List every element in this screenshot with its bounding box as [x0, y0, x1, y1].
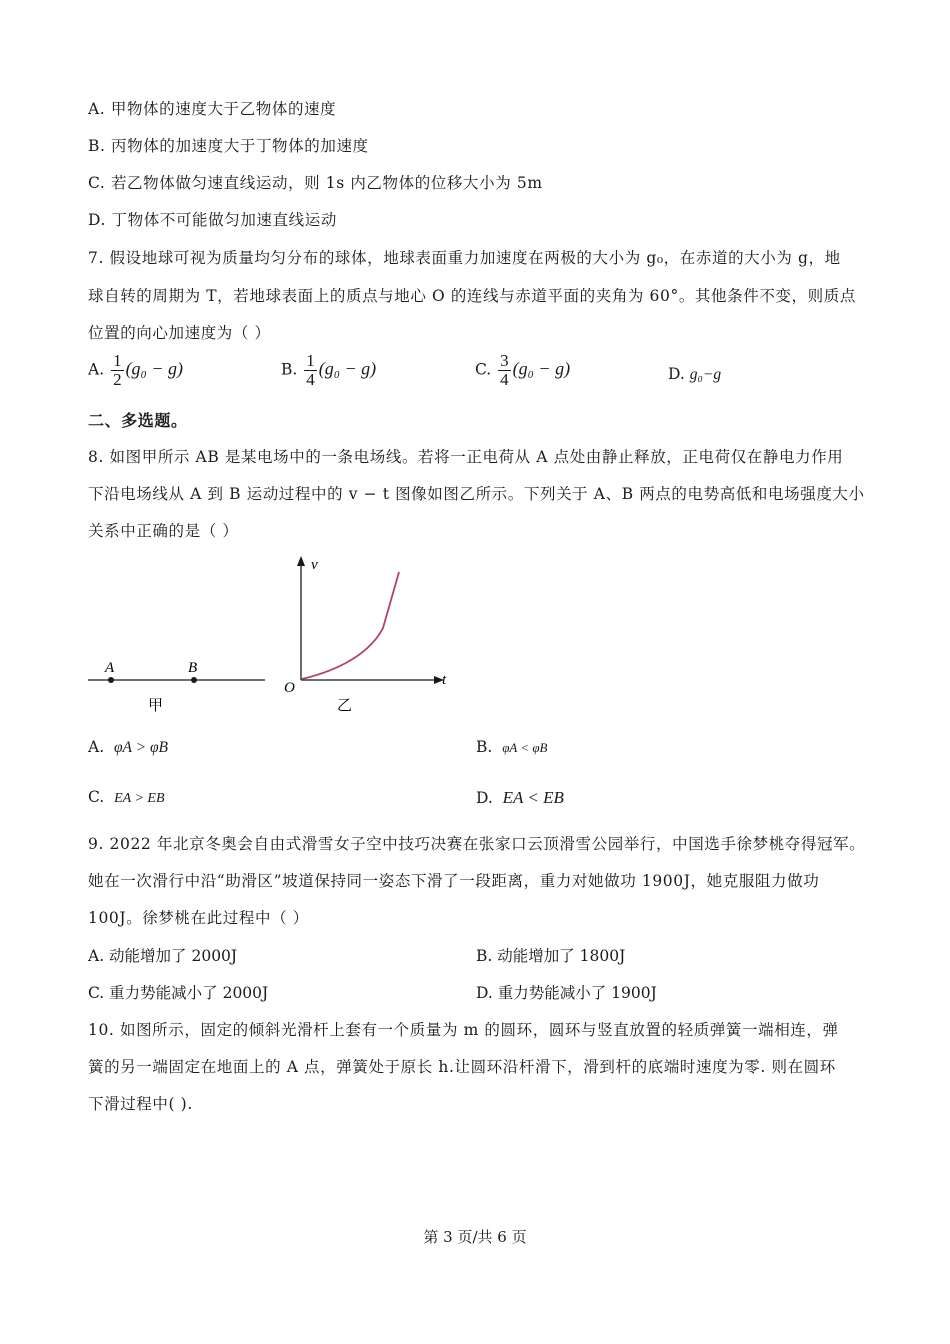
q7-option-d — [668, 365, 721, 384]
q8-stem-line-2: 下沿电场线从 A 到 B 运动过程中的 v − t 图像如图乙所示。下列关于 A、B 两点的电势高低和电场强度大小 — [88, 485, 865, 503]
figure-yi-caption: 乙 — [337, 698, 353, 714]
q8-stem-line-3: 关系中正确的是（ ） — [88, 522, 239, 540]
q7-option-c-fraction: $\frac{3}{4}$ — [500, 351, 509, 389]
q9-stem-line-3: 100J。徐梦桃在此过程中（ ） — [88, 909, 309, 927]
q7-option-a-expr: (g₀ − g) — [125, 358, 183, 379]
q8-option-a-expr: φA > φB — [113, 739, 168, 756]
point-a-label: A — [105, 660, 115, 676]
v-t-curve — [302, 572, 399, 679]
q8-figure — [0, 548, 500, 718]
point-b-dot — [191, 677, 197, 683]
q7-option-b — [281, 352, 376, 389]
q8-option-b: B. φA < φB — [476, 738, 548, 756]
q7-option-c — [475, 352, 570, 389]
q6-option-a: A. 甲物体的速度大于乙物体的速度 — [88, 100, 337, 118]
t-axis-label: t — [442, 672, 447, 688]
q8-option-c: C. EA > EB — [88, 788, 165, 806]
q7-option-b-expr: (g₀ − g) — [318, 358, 377, 379]
q6-option-c: C. 若乙物体做匀速直线运动，则 1s 内乙物体的位移大小为 5m — [88, 174, 543, 192]
point-a-dot — [108, 677, 114, 683]
q7-option-c-expr: (g₀ − g) — [512, 358, 571, 379]
q8-option-d: D. EA < EB — [476, 788, 564, 807]
q9-option-c: C. 重力势能减小了 2000J — [88, 984, 269, 1002]
q9-stem-line-2: 她在一次滑行中沿“助滑区”坡道保持同一姿态下滑了一段距离，重力对她做功 1900J，她克服阻力做功 — [88, 872, 820, 890]
q7-stem-line-1: 7. 假设地球可视为质量均匀分布的球体，地球表面重力加速度在两极的大小为 g₀，在赤道的大小为 g，地 — [88, 249, 841, 267]
v-axis-label: v — [311, 557, 318, 573]
point-b-label: B — [188, 660, 198, 676]
q9-option-d: D. 重力势能减小了 1900J — [476, 984, 657, 1002]
q9-option-b: B. 动能增加了 1800J — [476, 947, 626, 965]
q9-stem-line-1: 9. 2022 年北京冬奥会自由式滑雪女子空中技巧决赛在张家口云顶滑雪公园举行，中国选手徐梦桃夺得冠军。 — [88, 835, 866, 853]
q7-option-d-expr: g₀−g — [689, 366, 722, 383]
q8-option-d-expr: EA < EB — [502, 788, 564, 807]
q7-option-a — [88, 352, 183, 389]
q10-stem-line-2: 簧的另一端固定在地面上的 A 点，弹簧处于原长 h.让圆环沿杆滑下，滑到杆的底端时速度为零. 则在圆环 — [88, 1058, 836, 1076]
section-heading-multiple-choice: 二、多选题。 — [88, 411, 188, 430]
q7-option-a-label: A. — [88, 360, 105, 379]
q8-option-a: A. φA > φB — [88, 738, 168, 756]
q6-option-b: B. 丙物体的加速度大于丁物体的加速度 — [88, 137, 369, 155]
figure-jia-caption: 甲 — [148, 698, 164, 714]
q7-option-a-fraction: $\frac{1}{2}$ — [113, 351, 122, 389]
q8-option-c-expr: EA > EB — [114, 791, 165, 806]
q10-stem-line-1: 10. 如图所示，固定的倾斜光滑杆上套有一个质量为 m 的圆环，圆环与竖直放置的轻质弹簧一端相连，弹 — [88, 1021, 839, 1039]
q7-option-b-label: B. — [281, 360, 298, 379]
q7-stem-line-2: 球自转的周期为 T，若地球表面上的质点与地心 O 的连线与赤道平面的夹角为 60°。其他条件不变，则质点 — [88, 287, 856, 305]
q7-option-b-fraction: $\frac{1}{4}$ — [306, 351, 315, 389]
q10-stem-line-3: 下滑过程中( ). — [88, 1095, 193, 1113]
q8-stem-line-1: 8. 如图甲所示 AB 是某电场中的一条电场线。若将一正电荷从 A 点处由静止释放，正电荷仅在静电力作用 — [88, 448, 844, 466]
q7-option-d-label: D. — [668, 365, 685, 383]
origin-label: O — [284, 680, 295, 696]
q9-option-a: A. 动能增加了 2000J — [88, 947, 238, 965]
page-footer: 第 3 页/共 6 页 — [423, 1228, 527, 1246]
q6-option-d: D. 丁物体不可能做匀加速直线运动 — [88, 211, 337, 229]
v-axis-arrow-icon — [297, 556, 305, 566]
q8-option-b-expr: φA < φB — [502, 740, 548, 755]
q7-stem-line-3: 位置的向心加速度为（ ） — [88, 324, 271, 342]
q7-option-c-label: C. — [475, 360, 492, 379]
